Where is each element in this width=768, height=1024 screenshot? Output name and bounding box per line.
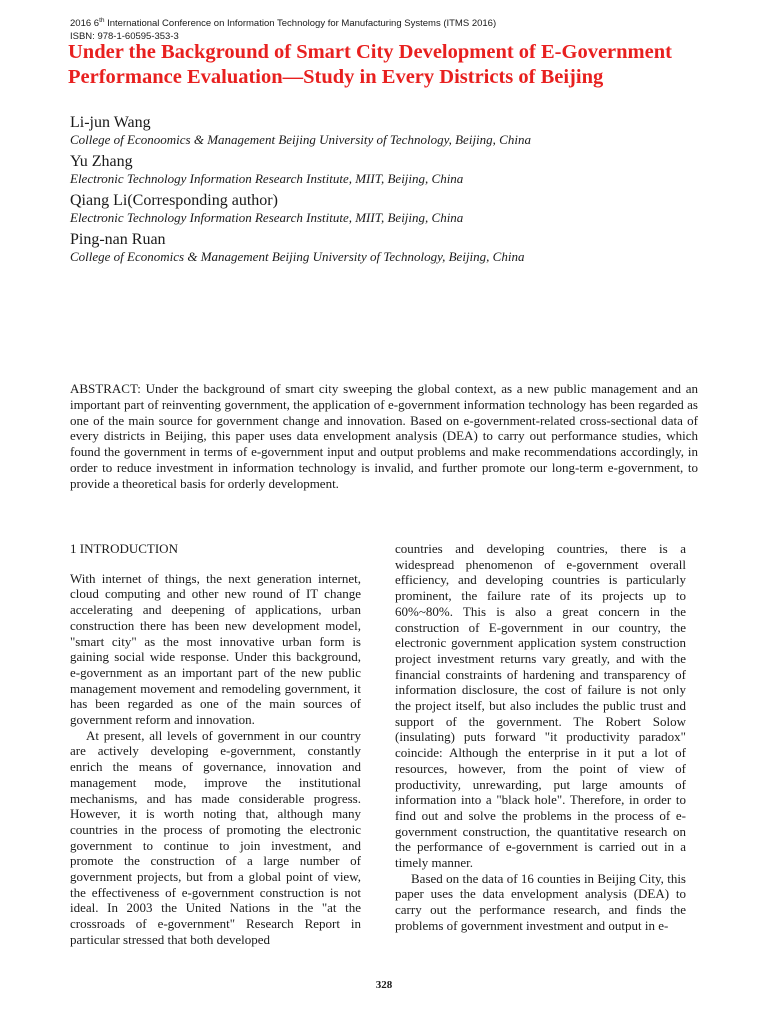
section-heading: 1 INTRODUCTION xyxy=(70,541,178,556)
abstract: ABSTRACT: Under the background of smart city sweeping the global context, as a new public management and an important part of reinventing government, the application of e-government information technology has been regarded as one of the main source for government change and innovation. Based on e-government-related cross-sectional data of every districts in Beijing, this paper uses data envelopment analysis (DEA) to carry out performance studies, which found the government in terms of e-government input and output problems and make recommendations accordingly, in order to reduce investment in information technology is invalid, and further promote our long-term e-government, to provide a theoretical basis for orderly development. xyxy=(70,381,698,491)
author-name: Qiang Li(Corresponding author) xyxy=(70,192,278,209)
paragraph: At present, all levels of government in our country are actively developing e-government, constantly enrich the means of governance, innovation and management mode, improve the institutional mechanisms, and has made considerable progress. However, it is worth noting that, although many countries in the process of promoting the electronic government to continue to join investment, and promote the construction of a large number of government projects, but from a global point of view, the effectiveness of e-government construction is not ideal. In 2003 the United Nations in the "at the crossroads of e-government" Research Report in particular stressed that both developed xyxy=(70,727,361,947)
author-list xyxy=(70,114,531,270)
paragraph: With internet of things, the next generation internet, cloud computing and other new round of IT change accelerating and deepening of applications, urban construction there has been new development model, "smart city" as the most innovative urban form is gaining social wide response. Under this background, e-government as an important part of the new public management movement and remodeling government, it has been regarded as one of the main sources of government reform and innovation. xyxy=(70,570,361,728)
author-affiliation: College of Economics & Management Beijing University of Technology, Beijing, China xyxy=(70,249,525,264)
left-column xyxy=(70,541,361,948)
conference-line: 2016 6th International Conference on Information Technology for Manufacturing Systems (ITMS 2016) xyxy=(70,17,497,30)
author-affiliation: Electronic Technology Information Research Institute, MIIT, Beijing, China xyxy=(70,171,464,186)
paper-title: Under the Background of Smart City Development of E-Government Performance Evaluation—Study in Every Districts of Beijing xyxy=(68,41,672,88)
author-name: Yu Zhang xyxy=(70,153,133,170)
conference-header xyxy=(70,14,496,43)
author-affiliation: Electronic Technology Information Research Institute, MIIT, Beijing, China xyxy=(70,210,464,225)
page-number: 328 xyxy=(375,979,393,991)
author-affiliation: College of Econoomics & Management Beijing University of Technology, Beijing, China xyxy=(70,132,531,147)
paragraph: Based on the data of 16 counties in Beijing City, this paper uses the data envelopment analysis (DEA) to carry out the performance research, and finds the problems of government investment and output in e- xyxy=(395,870,686,933)
isbn-line: ISBN: 978-1-60595-353-3 xyxy=(70,31,179,43)
author-name: Ping-nan Ruan xyxy=(70,231,166,248)
author-name: Li-jun Wang xyxy=(70,114,151,131)
paragraph: countries and developing countries, there is a widespread phenomenon of e-government overall efficiency, and developing countries is particularly prominent, the failure rate of its projects up to 60%~80%. This is also a great concern in the construction of E-government in our country, the electronic government application system construction project investment returns vary greatly, and with the financial constraints of hardening and transparency of information disclosure, the cost of failure is not only the project itself, but also includes the public trust and support of the government. The Robert Solow (insulating) puts forward "it productivity paradox" coincide: Although the enterprise in it put a lot of resources, however, from the point of view of productivity, unrewarding, put large amounts of information into a "black hole". Therefore, in order to find out and solve the problems in the process of e-government construction, the quantitative research on the performance of e-government is carried out in a timely manner. xyxy=(395,541,686,871)
right-column xyxy=(395,541,686,934)
